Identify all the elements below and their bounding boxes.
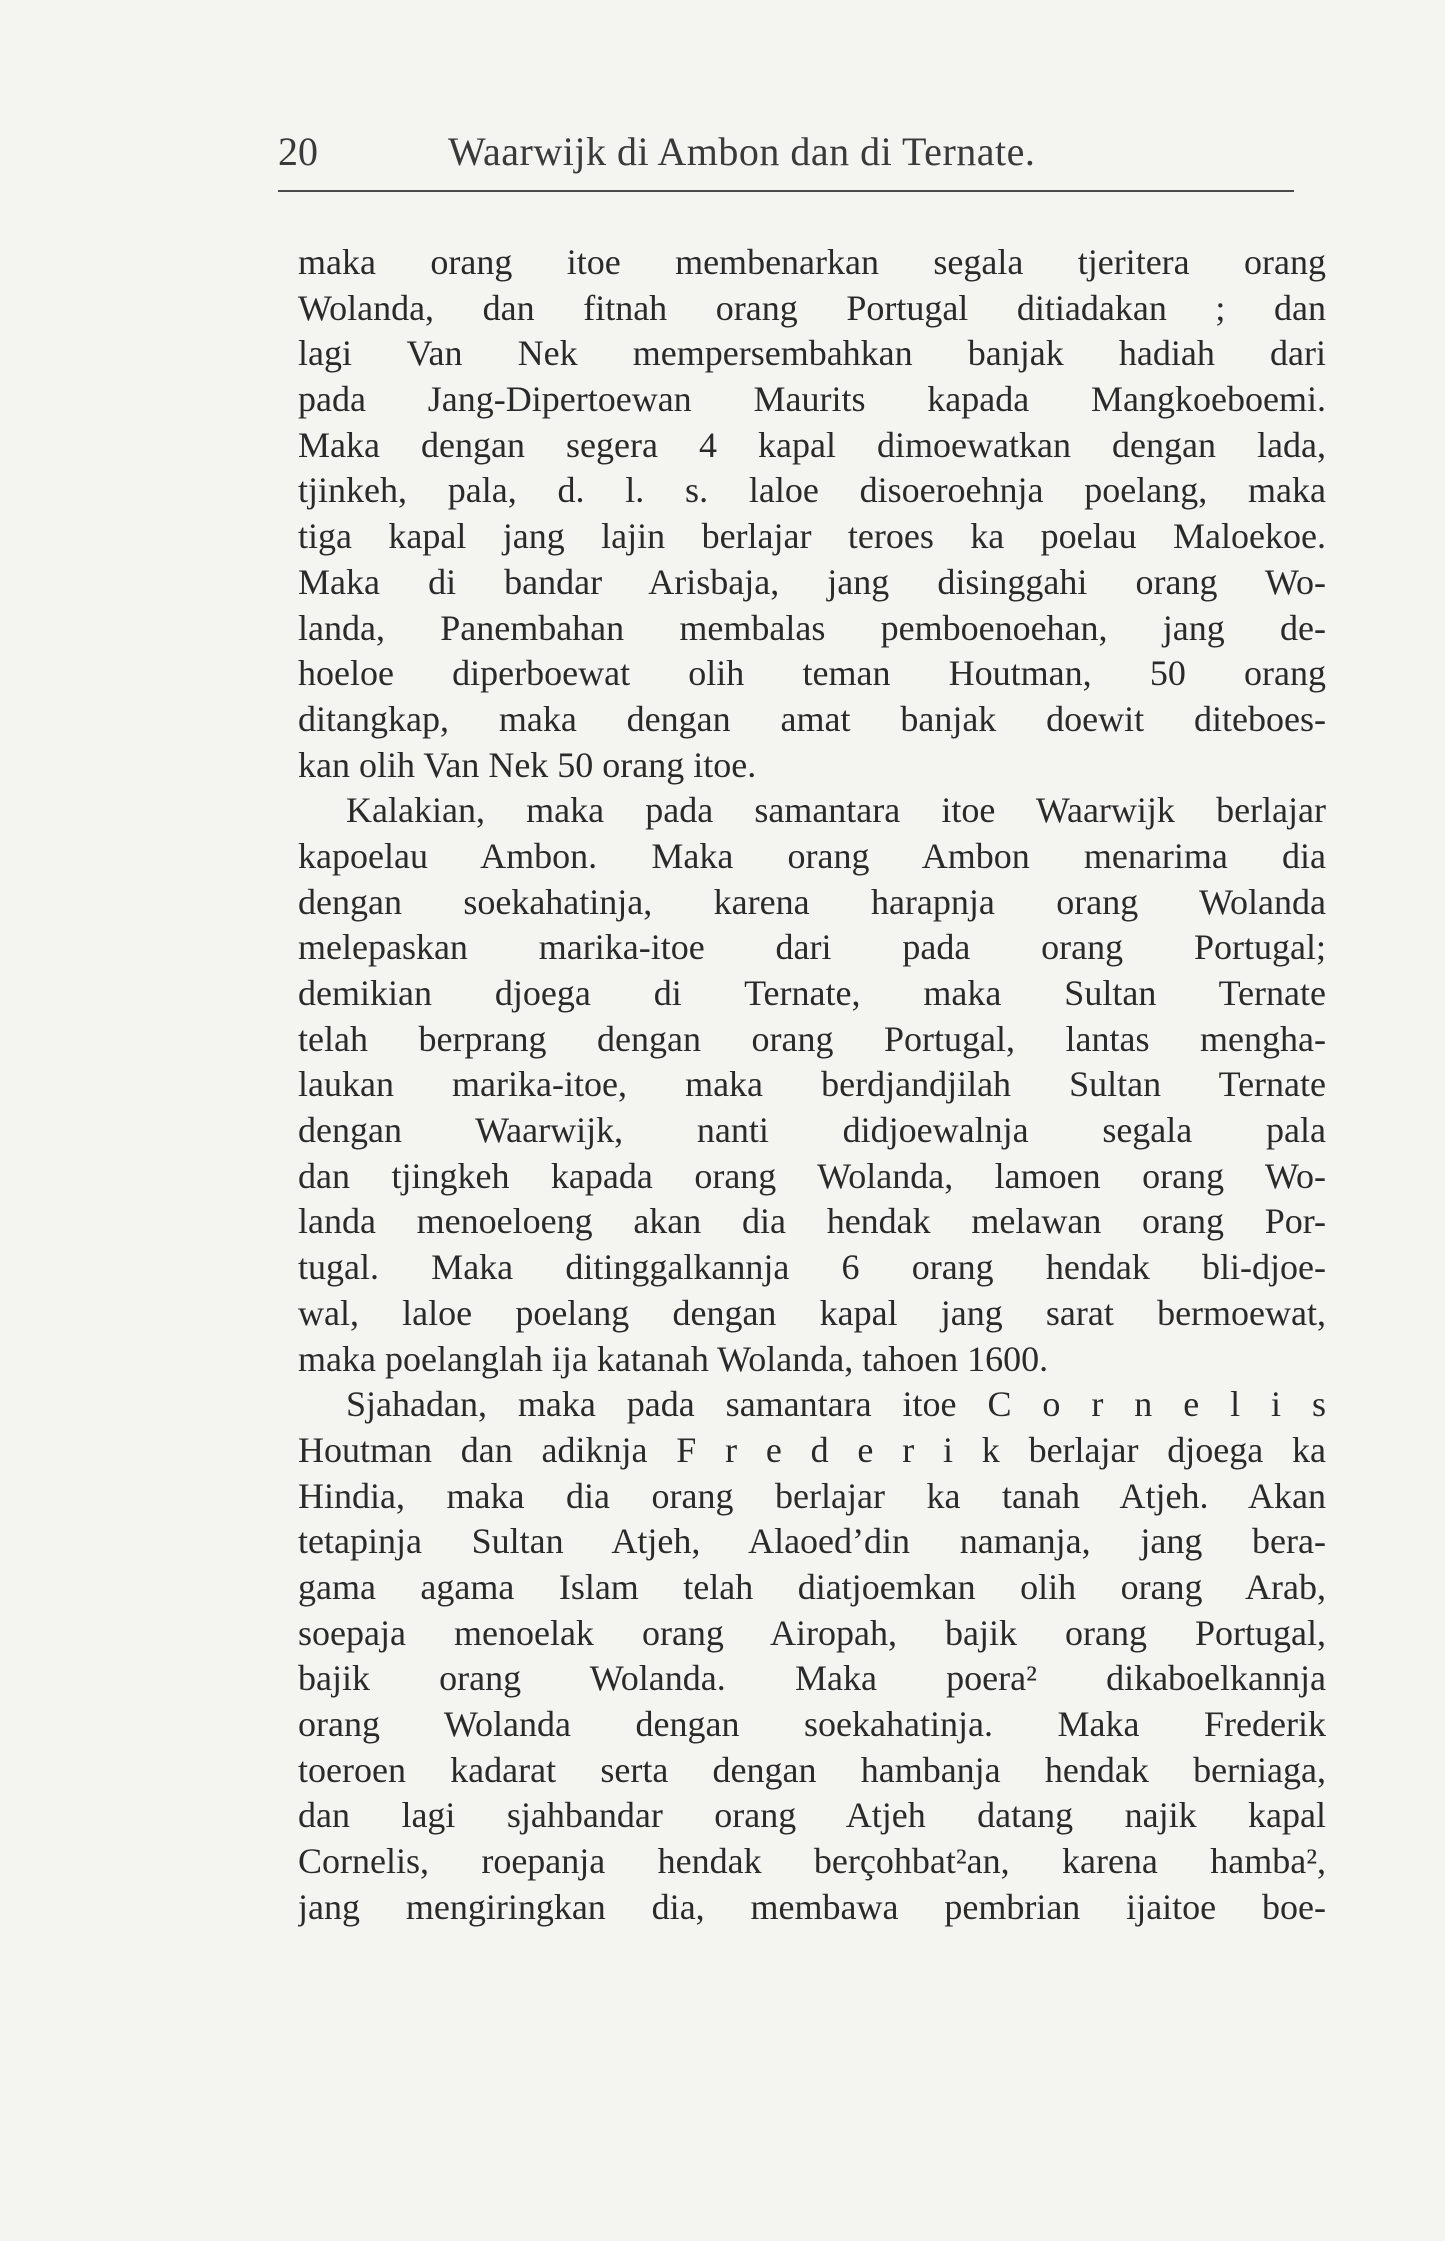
text-line: laukan marika-itoe, maka berdjandjilah Sultan Ternate: [298, 1064, 1326, 1105]
text-line: gama agama Islam telah diatjoemkan olih orang Arab,: [298, 1566, 1326, 1607]
text-line: tiga kapal jang lajin berlajar teroes ka poelau Maloekoe.: [298, 516, 1326, 557]
text-line: landa menoeloeng akan dia hendak melawan orang Por-: [298, 1201, 1326, 1242]
text-line: tugal. Maka ditinggalkannja 6 orang hendak bli-djoe-: [298, 1247, 1326, 1288]
body-text: [298, 240, 1326, 1930]
text-line: Cornelis, roepanja hendak berçohbat²an, karena hamba²,: [298, 1841, 1326, 1882]
text-line: tjinkeh, pala, d. l. s. laloe disoeroehnja poelang, maka: [298, 470, 1326, 511]
text-line: Houtman dan adiknja F r e d e r i k berlajar djoega ka: [298, 1429, 1326, 1470]
text-line: ditangkap, maka dengan amat banjak doewit diteboes-: [298, 698, 1326, 739]
text-line: toeroen kadarat serta dengan hambanja hendak berniaga,: [298, 1749, 1326, 1790]
text-line: lagi Van Nek mempersembahkan banjak hadiah dari: [298, 333, 1326, 374]
text-line: dan lagi sjahbandar orang Atjeh datang najik kapal: [298, 1795, 1326, 1836]
text-line: kan olih Van Nek 50 orang itoe.: [298, 744, 757, 785]
text-line: Wolanda, dan fitnah orang Portugal ditiadakan ; dan: [298, 287, 1326, 328]
text-line: Maka dengan segera 4 kapal dimoewatkan dengan lada,: [298, 424, 1326, 465]
text-line: wal, laloe poelang dengan kapal jang sarat bermoewat,: [298, 1292, 1326, 1333]
text-line: bajik orang Wolanda. Maka poera² dikaboelkannja: [298, 1658, 1326, 1699]
text-line: dengan Waarwijk, nanti didjoewalnja segala pala: [298, 1110, 1326, 1151]
text-line: dan tjingkeh kapada orang Wolanda, lamoen orang Wo-: [298, 1155, 1326, 1196]
text-line: tetapinja Sultan Atjeh, Alaoed’din namanja, jang bera-: [298, 1521, 1326, 1562]
text-line: orang Wolanda dengan soekahatinja. Maka Frederik: [298, 1704, 1326, 1744]
text-line: Sjahadan, maka pada samantara itoe C o r n e l i s: [346, 1384, 1326, 1425]
text-line: Kalakian, maka pada samantara itoe Waarwijk berlajar: [346, 790, 1326, 831]
text-line: Hindia, maka dia orang berlajar ka tanah Atjeh. Akan: [298, 1475, 1326, 1516]
text-line: maka orang itoe membenarkan segala tjeritera orang: [298, 242, 1326, 282]
text-line: demikian djoega di Ternate, maka Sultan Ternate: [298, 973, 1326, 1013]
running-title: Waarwijk di Ambon dan di Ternate.: [448, 129, 1036, 174]
page-number: 20: [278, 129, 318, 174]
text-line: soepaja menoelak orang Airopah, bajik orang Portugal,: [298, 1612, 1326, 1653]
text-line: maka poelanglah ija katanah Wolanda, tahoen 1600.: [298, 1338, 1049, 1379]
text-line: dengan soekahatinja, karena harapnja orang Wolanda: [298, 881, 1326, 922]
text-line: melepaskan marika-itoe dari pada orang Portugal;: [298, 927, 1326, 968]
text-line: landa, Panembahan membalas pemboenoehan, jang de-: [298, 607, 1326, 648]
text-line: kapoelau Ambon. Maka orang Ambon menarima dia: [298, 835, 1326, 876]
running-head: [278, 122, 1294, 182]
text-line: telah berprang dengan orang Portugal, lantas mengha-: [298, 1018, 1326, 1059]
text-line: Maka di bandar Arisbaja, jang disinggahi orang Wo-: [298, 561, 1326, 602]
text-line: pada Jang-Dipertoewan Maurits kapada Mangkoeboemi.: [298, 379, 1326, 420]
text-line: jang mengiringkan dia, membawa pembrian ijaitoe boe-: [298, 1886, 1326, 1927]
header-rule: [278, 190, 1294, 192]
text-line: hoeloe diperboewat olih teman Houtman, 50 orang: [298, 653, 1326, 694]
